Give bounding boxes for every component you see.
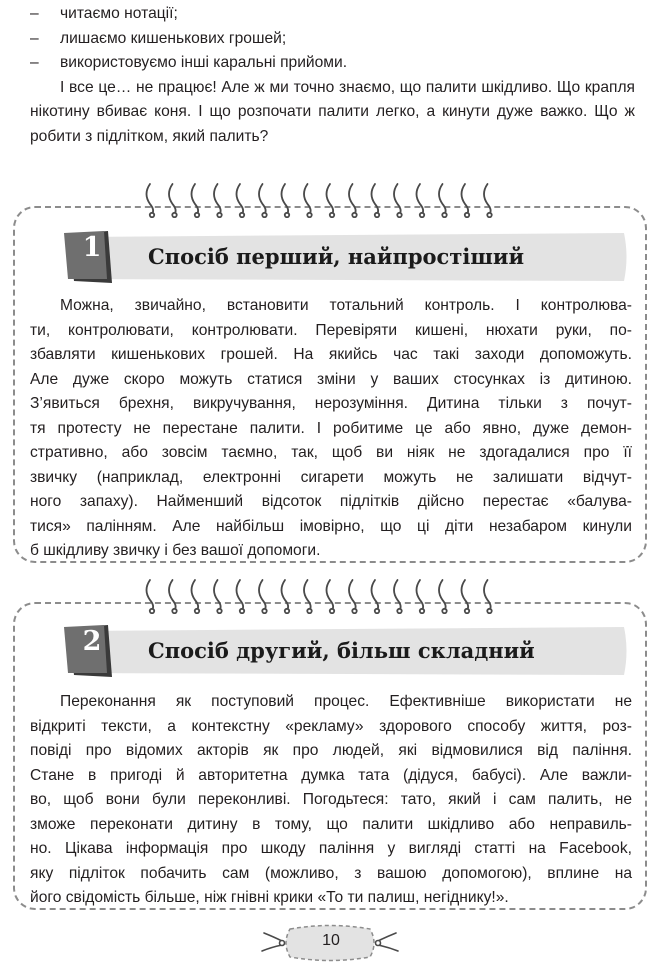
section-title: Спосіб перший, найпростіший bbox=[148, 244, 525, 269]
text-line: ного запаху). Найменший відсоток підлітків дійсно перестає «балува- bbox=[30, 493, 632, 510]
intro-paragraph: І все це… не працює! Але ж ми точно знаємо, що палити шкідливо. Що крапля нікотину вбиває коня. І що розпочати палити легко, а кинути дуже важко. Що ж робити з підлітком, який палить? bbox=[30, 78, 635, 145]
list-item-text: використовуємо інші каральні прийоми. bbox=[60, 54, 348, 71]
section-2-body bbox=[30, 690, 632, 911]
text-line: повіді про відомих акторів як про людей, які відмовилися від паління. bbox=[30, 742, 632, 759]
text-line: стративно, або зовсім таємно, так, щоб ви ніяк не здогадалися про її bbox=[30, 444, 632, 461]
text-line: во, щоб вони були переконливі. Погодьтеся: тато, який і сам палить, не bbox=[30, 791, 632, 808]
text-line: б шкідливу звичку і без вашої допомоги. bbox=[30, 542, 321, 559]
text-line: відкриті тексти, а контекстну «рекламу» здорового способу життя, роз- bbox=[30, 717, 632, 735]
text-line: звичку (наприклад, електронні сигарети можуть не залишати відчут- bbox=[30, 468, 632, 486]
text-line: збавляти кишенькових грошей. На якийсь час такі заходи допоможуть. bbox=[30, 346, 632, 363]
list-item: – використовуємо інші каральні прийоми. bbox=[30, 54, 348, 71]
list-item-text: лишаємо кишенькових грошей; bbox=[60, 29, 287, 47]
page-number: 10 bbox=[322, 932, 340, 949]
text-line: тися» палінням. Але найбільш імовірно, що ці діти незабаром кинули bbox=[30, 517, 632, 535]
text-line: Стане в пригоді й авторитетна думка тата (дідуся, бабусі). Але важли- bbox=[30, 766, 632, 784]
text-line: З’явиться брехня, викручування, нерозуміння. Дитина тільки з почут- bbox=[30, 395, 632, 412]
text-line: ти, контролювати, контролювати. Перевіряти кишені, нюхати руки, по- bbox=[30, 321, 632, 339]
spiral-binding-icon bbox=[0, 574, 662, 614]
text-line: його свідомість більше, ніж гнівні крики «То ти палиш, негіднику!». bbox=[30, 889, 509, 906]
list-item: – читаємо нотації; bbox=[30, 5, 178, 22]
section-1-body bbox=[30, 294, 632, 564]
list-item-text: читаємо нотації; bbox=[60, 5, 178, 22]
section-number-badge: 2 bbox=[82, 626, 102, 657]
intro-text bbox=[30, 2, 635, 149]
text-line: яку підліток побачить сам (можливо, з вашою допомогою), вплине на bbox=[30, 864, 632, 882]
text-line: тя протесту не перестане палити. І робитиме це або явно, дуже демон- bbox=[30, 419, 632, 437]
section-number-badge: 1 bbox=[82, 232, 102, 263]
text-line: Але дуже скоро можуть статися зміни у ваших стосунках із дитиною. bbox=[30, 370, 632, 388]
text-line: зможе переконати дитину в тому, що палити шкідливо або неправиль- bbox=[30, 815, 632, 833]
text-line: но. Цікава інформація про шкоду паління у вигляді статті на Facebook, bbox=[30, 840, 632, 857]
text-line: Переконання як поступовий процес. Ефективніше використати не bbox=[60, 693, 632, 710]
text-line: Можна, звичайно, встановити тотальний контроль. І контролюва- bbox=[60, 297, 632, 314]
spiral-binding-icon bbox=[0, 178, 662, 218]
list-item: – лишаємо кишенькових грошей; bbox=[30, 29, 287, 47]
section-title: Спосіб другий, більш складний bbox=[148, 638, 535, 663]
